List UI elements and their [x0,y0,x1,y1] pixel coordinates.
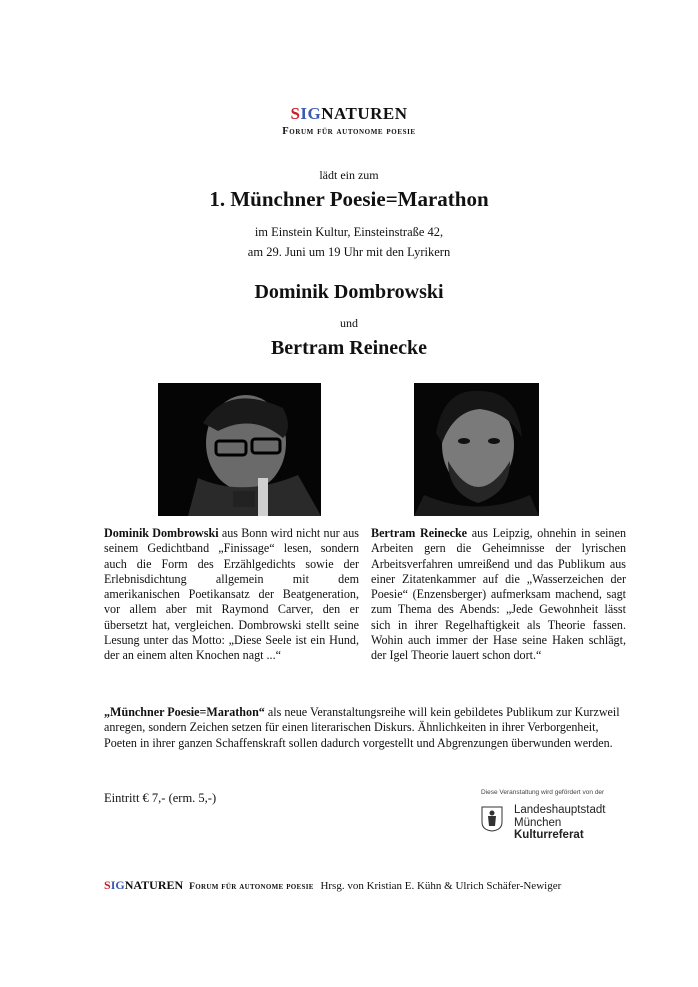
bio-2-name: Bertram Reinecke [371,526,468,540]
bio-reinecke [371,526,626,664]
venue-line-2: am 29. Juni um 19 Uhr mit den Lyrikern [247,245,451,259]
footer [104,878,561,893]
series-name: „Münchner Poesie=Marathon“ [104,705,265,719]
sponsor-logo [481,804,641,844]
event-title: 1. Münchner Poesie=Marathon [209,187,489,211]
entry-price: Eintritt € 7,- (erm. 5,-) [104,791,217,805]
sponsor-line-1: Landeshauptstadt [514,804,606,816]
sponsor-line-2: München [514,816,562,829]
signaturen-logo: SIGNATUREN [290,104,408,123]
venue-line-1: im Einstein Kultur, Einsteinstraße 42, [254,225,444,239]
bio-2-text: aus Leipzig, ohnehin in seinen Arbeiten gern die Geheimnisse der lyrischen Arbeitsverfahren umreißend und das Publikum aus einer Zitatenkammer auf die „Wasserzeichen der Poesie“ (Enzensberger) aufmerksam machend, sagt zum Thema des Abends: „Jede Gewohnheit lässt sich in ihrer Regelhaftigkeit als Theorie fassen. Wohin auch immer der Hase seine Haken schlägt, der Igel Theorie lauert schon dort.“ [371,526,627,663]
series-description [104,705,626,751]
bio-1-name: Dominik Dombrowski [104,526,219,540]
footer-publishers: Hrsg. von Kristian E. Kühn & Ulrich Schäfer-Newiger [320,880,562,892]
sponsor-line-3: Kulturreferat [514,829,584,841]
poet-1-name: Dominik Dombrowski [254,281,444,303]
sponsor-note: Diese Veranstaltung wird gefördert von der [481,789,605,796]
photo-reinecke [414,383,539,516]
und-text: und [340,316,358,330]
forum-subtitle: Forum für autonome poesie [282,126,416,137]
bio-1-text: aus Bonn wird nicht nur aus seinem Gedichtband „Finissage“ lesen, sondern auch die Form des Erzählgedichts sowie der Erlebnisdichtung allgemein mit dem amerikanischen Poetikansatz der Beatgeneration, vor allem aber mit Raymond Carver, den er übersetzt hat, vergleichen. Dombrowski stellt seine Lesung unter das Motto: „Diese Seele ist ein Hund, der an einem alten Knochen nagt ...“ [104,526,360,663]
series-text: als neue Veranstaltungsreihe will kein gebildetes Publikum zur Kurzweil anregen, sondern Zeichen setzen für einen literarischen Diskurs. Ähnlichkeiten in ihrer Verborgenheit, Poeten in ihrer ganzen Schaffenskraft sollen dadurch vorgestellt und Abgrenzungen überwunden werden. [104,705,620,750]
invite-text: lädt ein zum [319,168,379,182]
munich-crest-icon [481,806,503,832]
photo-dombrowski [158,383,321,516]
footer-logo: SIGNATUREN [104,878,184,892]
bio-dombrowski [104,526,359,664]
poet-2-name: Bertram Reinecke [270,337,428,359]
footer-forum: Forum für autonome poesie [189,882,314,892]
